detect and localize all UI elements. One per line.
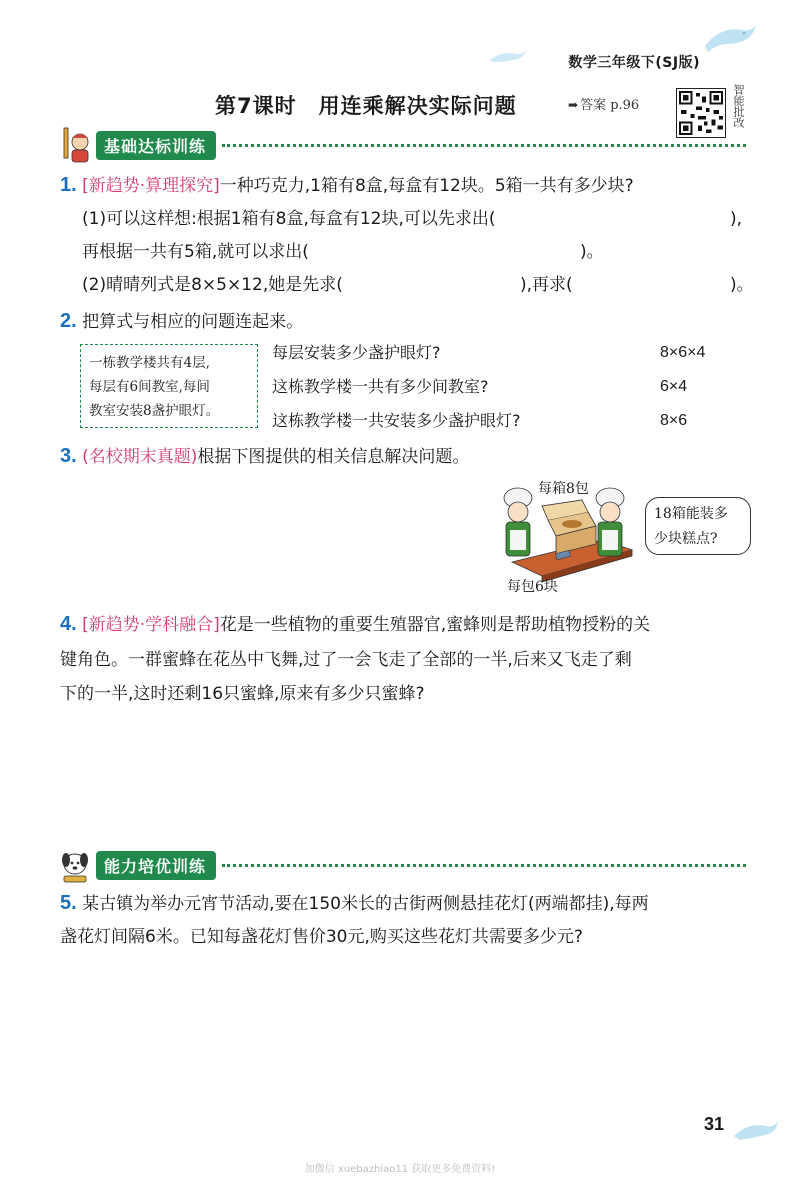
question-text: 根据下图提供的相关信息解决问题。 xyxy=(197,447,470,467)
q1-line-3-end: )。 xyxy=(730,275,754,295)
answer-ref-text: 答案 p.96 xyxy=(580,98,640,113)
q1-line-1-text: (1)可以这样想:根据1箱有8盒,每盒有12块,可以先求出( xyxy=(82,209,496,229)
page-number: 31 xyxy=(704,1114,725,1134)
question-number: 4. xyxy=(60,613,77,635)
dotted-divider xyxy=(222,144,746,147)
section-advanced-title: 能力培优训练 xyxy=(96,851,216,880)
match-expression-3[interactable]: 8×6 xyxy=(660,412,688,429)
question-number: 5. xyxy=(60,892,77,914)
small-dolphin-icon xyxy=(488,48,528,64)
answer-reference xyxy=(568,94,639,113)
match-expression-2[interactable]: 6×4 xyxy=(660,378,688,395)
question-3 xyxy=(60,439,469,474)
question-text: 花是一些植物的重要生殖器官,蜜蜂则是帮助植物授粉的关 xyxy=(219,615,651,635)
match-question-1[interactable]: 每层安装多少盏护眼灯? xyxy=(272,343,441,362)
speech-bubble xyxy=(645,497,751,555)
question-5 xyxy=(60,886,649,921)
question-1 xyxy=(60,168,634,203)
q1-line-2-end: )。 xyxy=(580,242,604,262)
q1-line-1 xyxy=(82,202,496,236)
question-4 xyxy=(60,607,650,642)
q4-line-2: 键角色。一群蜜蜂在花丛中飞舞,过了一会飞走了全部的一半,后来又飞走了剩 xyxy=(60,650,632,670)
q5-line-2: 盏花灯间隔6米。已知每盏花灯售价30元,购买这些花灯共需要多少元? xyxy=(60,927,583,947)
info-line: 每层有6间教室,每间 xyxy=(89,379,210,395)
info-box xyxy=(80,344,258,428)
label-per-pack: 每包6块 xyxy=(507,579,558,595)
bubble-line: 少块糕点? xyxy=(654,531,718,547)
question-number: 2. xyxy=(60,310,77,332)
q4-line-3: 下的一半,这时还剩16只蜜蜂,原来有多少只蜜蜂? xyxy=(60,684,425,704)
match-question-2[interactable]: 这栋教学楼一共有多少间教室? xyxy=(272,377,489,396)
question-number: 1. xyxy=(60,174,77,196)
footer-note: 加微信 xuebazhiao11 获取更多免费资料! xyxy=(304,1164,496,1175)
question-number: 3. xyxy=(60,445,77,467)
question-tag: (名校期末真题) xyxy=(82,447,198,467)
bakers-illustration xyxy=(492,486,642,584)
dolphin-footer-icon xyxy=(732,1120,780,1142)
question-tag: [新趋势·学科融合] xyxy=(82,615,220,635)
lesson-title xyxy=(215,90,517,120)
info-line: 教室安装8盏护眼灯。 xyxy=(89,403,220,419)
question-text: 某古镇为举办元宵节活动,要在150米长的古街两侧悬挂花灯(两端都挂),每两 xyxy=(82,894,649,914)
book-label: 数学三年级下(SJ版) xyxy=(568,55,700,71)
puppy-icon xyxy=(58,846,92,884)
dotted-divider xyxy=(222,864,746,867)
match-question-3[interactable]: 这栋教学楼一共安装多少盏护眼灯? xyxy=(272,411,521,430)
lesson-number: 第7课时 xyxy=(215,94,297,118)
info-line: 一栋教学楼共有4层, xyxy=(89,355,210,371)
bubble-line: 18箱能装多 xyxy=(654,506,728,522)
label-per-box: 每箱8包 xyxy=(538,481,589,497)
question-2 xyxy=(60,304,303,339)
qr-label: 智能批改 xyxy=(732,84,745,128)
q1-line-1-end: ), xyxy=(730,209,743,229)
lesson-name: 用连乘解决实际问题 xyxy=(318,94,517,118)
q1-line-3b: ),再求( xyxy=(520,275,573,295)
dolphin-icon xyxy=(700,18,760,58)
arrow-right-icon: ➡ xyxy=(568,98,579,112)
q1-line-3a: (2)晴晴列式是8×5×12,她是先求( xyxy=(82,275,343,295)
match-expression-1[interactable]: 8×6×4 xyxy=(660,344,706,361)
q1-line-2: 再根据一共有5箱,就可以求出( xyxy=(82,242,309,262)
section-advanced-banner xyxy=(58,848,746,882)
question-text: 一种巧克力,1箱有8盒,每盒有12块。5箱一共有多少块? xyxy=(219,176,634,196)
section-basic-title: 基础达标训练 xyxy=(96,131,216,160)
section-basic-banner xyxy=(58,128,746,162)
question-tag: [新趋势·算理探究] xyxy=(82,176,220,196)
question-text: 把算式与相应的问题连起来。 xyxy=(82,312,304,332)
pencil-kid-icon xyxy=(58,126,92,164)
